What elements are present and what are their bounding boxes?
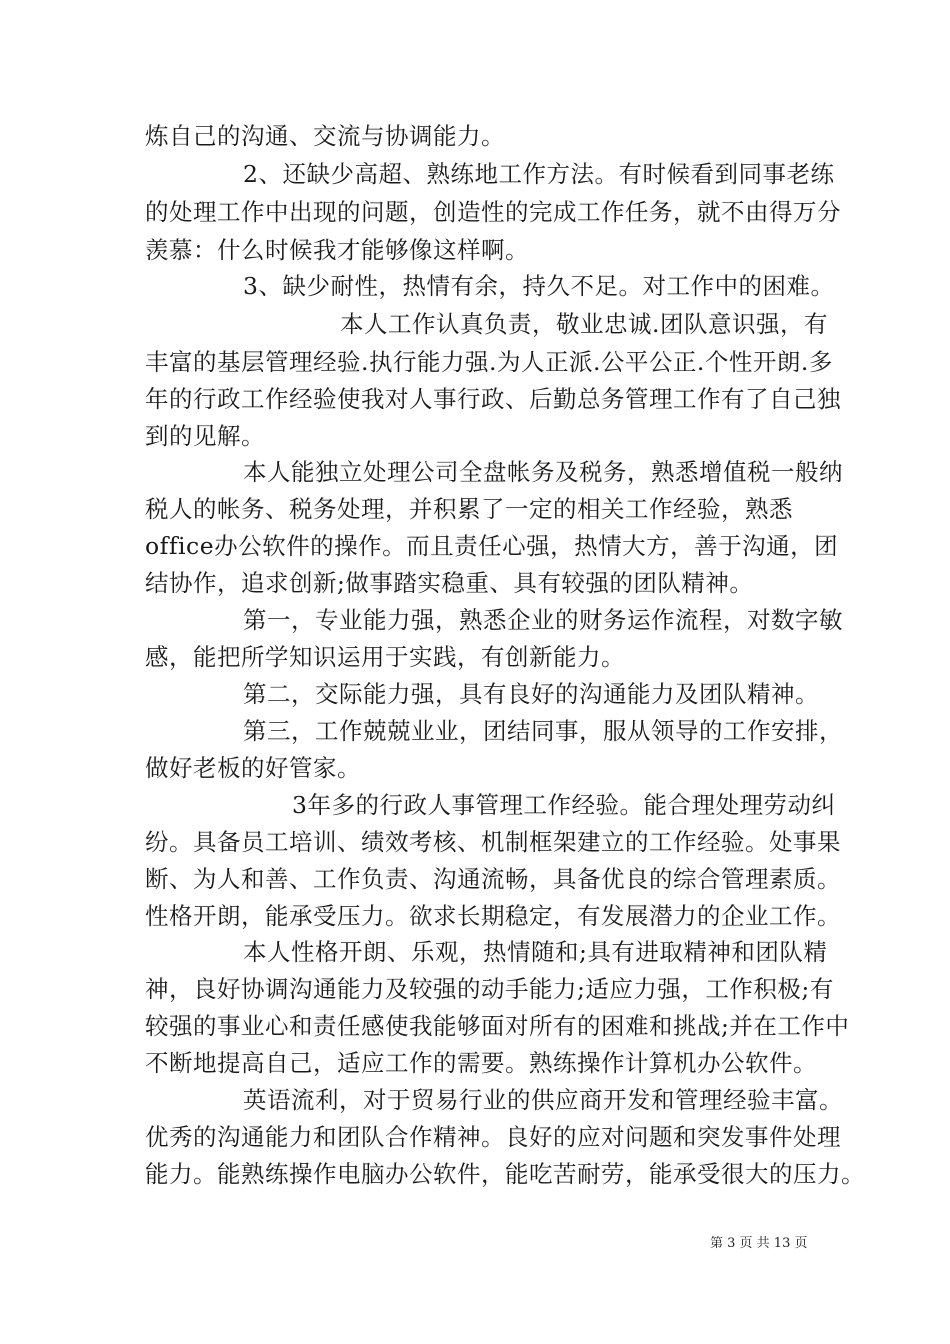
text-line: 较强的事业心和责任感使我能够面对所有的困难和挑战;并在工作中 bbox=[145, 1012, 850, 1040]
text-line: 的处理工作中出现的问题，创造性的完成工作任务，就不由得万分 bbox=[145, 198, 841, 226]
text-line: 本人性格开朗、乐观，热情随和;具有进取精神和团队精 bbox=[243, 938, 828, 966]
text-line: 3、缺少耐性，热情有余，持久不足。对工作中的困难。 bbox=[243, 272, 835, 300]
text-line: 丰富的基层管理经验.执行能力强.为人正派.公平公正.个性开朗.多 bbox=[145, 348, 833, 376]
text-line: 感，能把所学知识运用于实践，有创新能力。 bbox=[145, 643, 625, 671]
text-line: 做好老板的好管家。 bbox=[145, 754, 361, 782]
text-line: 不断地提高自己，适应工作的需要。熟练操作计算机办公软件。 bbox=[145, 1049, 817, 1077]
text-line: 2、还缺少高超、熟练地工作方法。有时候看到同事老练 bbox=[243, 160, 835, 188]
text-line: 能力。能熟练操作电脑办公软件，能吃苦耐劳，能承受很大的压力。 bbox=[145, 1160, 865, 1188]
text-line: office办公软件的操作。而且责任心强，热情大方，善于沟通，团 bbox=[145, 532, 839, 560]
text-line: 第一，专业能力强，熟悉企业的财务运作流程，对数字敏 bbox=[243, 606, 843, 634]
text-line: 优秀的沟通能力和团队合作精神。良好的应对问题和突发事件处理 bbox=[145, 1123, 841, 1151]
page-number-footer: 第 3 页 共 13 页 bbox=[710, 1236, 808, 1251]
text-line: 3年多的行政人事管理工作经验。能合理处理劳动纠 bbox=[292, 791, 836, 819]
text-line: 第三，工作兢兢业业，团结同事，服从领导的工作安排， bbox=[243, 717, 843, 745]
text-line: 纷。具备员工培训、绩效考核、机制框架建立的工作经验。处事果 bbox=[145, 828, 841, 856]
text-line: 到的见解。 bbox=[145, 422, 265, 450]
text-line: 结协作，追求创新;做事踏实稳重、具有较强的团队精神。 bbox=[145, 569, 754, 597]
text-line: 英语流利，对于贸易行业的供应商开发和管理经验丰富。 bbox=[243, 1086, 843, 1114]
text-line: 本人工作认真负责，敬业忠诚.团队意识强，有 bbox=[340, 310, 828, 338]
text-line: 炼自己的沟通、交流与协调能力。 bbox=[145, 122, 505, 150]
text-line: 性格开朗，能承受压力。欲求长期稳定，有发展潜力的企业工作。 bbox=[145, 902, 841, 930]
text-line: 税人的帐务、税务处理，并积累了一定的相关工作经验，熟悉 bbox=[145, 495, 793, 523]
text-line: 第二，交际能力强，具有良好的沟通能力及团队精神。 bbox=[243, 680, 819, 708]
text-line: 本人能独立处理公司全盘帐务及税务，熟悉增值税一般纳 bbox=[243, 458, 843, 486]
text-line: 神，良好协调沟通能力及较强的动手能力;适应力强，工作积极;有 bbox=[145, 975, 834, 1003]
text-line: 断、为人和善、工作负责、沟通流畅，具备优良的综合管理素质。 bbox=[145, 865, 841, 893]
text-line: 羡慕：什么时候我才能够像这样啊。 bbox=[145, 236, 529, 264]
text-line: 年的行政工作经验使我对人事行政、后勤总务管理工作有了自己独 bbox=[145, 385, 841, 413]
